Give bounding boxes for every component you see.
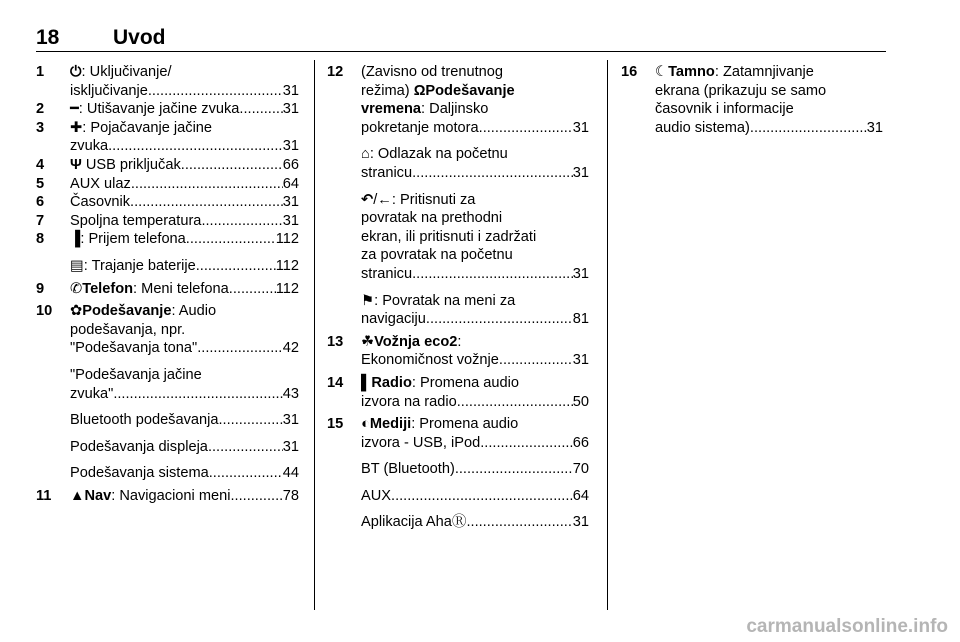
- entry-text: : Meni telefona: [133, 280, 229, 297]
- dot-leader: [455, 460, 573, 479]
- entry-text: AUX ulaz: [70, 175, 131, 192]
- index-entry-6: [36, 193, 299, 212]
- index-entry-4: [36, 156, 299, 175]
- page-ref[interactable]: 112: [275, 257, 299, 274]
- dot-leader: [750, 119, 867, 138]
- entry-text: (Zavisno od trenutnog: [361, 64, 503, 80]
- entry-number: 3: [36, 119, 45, 136]
- entry-text: izvora - USB, iPod: [361, 434, 481, 451]
- dot-leader: [479, 119, 573, 138]
- page-ref[interactable]: 42: [282, 340, 299, 357]
- entry-number: 13: [327, 333, 344, 350]
- entry-number: 9: [36, 280, 45, 297]
- entry-number: 5: [36, 175, 45, 192]
- header-rule: [36, 51, 886, 52]
- dot-leader: [130, 193, 283, 212]
- entry-text: "Podešavanja tona": [70, 340, 198, 357]
- signal-icon: ▐: [70, 231, 81, 248]
- page-ref[interactable]: 31: [282, 138, 299, 155]
- entry-text: : Pojačavanje jačine: [82, 119, 213, 136]
- entry-text: "Podešavanja jačine: [70, 366, 202, 383]
- moon-icon: ☾: [655, 64, 669, 80]
- entry-number: 16: [621, 64, 638, 80]
- entry-number: 15: [327, 416, 344, 433]
- eco-icon: ☘: [361, 333, 375, 350]
- dot-leader: [466, 513, 572, 532]
- dot-leader: [201, 212, 282, 231]
- page-ref[interactable]: 112: [275, 231, 299, 248]
- page-ref[interactable]: 31: [572, 514, 589, 531]
- dot-leader: [230, 487, 282, 506]
- entry-number: 7: [36, 212, 45, 229]
- dot-leader: [196, 257, 276, 276]
- entry-text: stranicu: [361, 265, 413, 282]
- page-ref[interactable]: 31: [572, 164, 589, 181]
- entry-keyword: Tamno: [668, 64, 715, 80]
- entry-text: : Zatamnjivanje: [714, 64, 814, 80]
- entry-keyword: Vožnja eco2: [374, 333, 458, 350]
- media-icon: ◐: [361, 416, 370, 433]
- entry-text: Ekonomičnost vožnje: [361, 352, 499, 369]
- index-subentry-nav-menu: [327, 292, 589, 329]
- page-title: Uvod: [113, 26, 166, 49]
- dot-leader: [412, 265, 573, 284]
- entry-text: AUX: [361, 487, 392, 504]
- entry-number: 4: [36, 156, 45, 173]
- entry-text: : Pritisnuti za: [391, 191, 476, 208]
- settings-time-icon: Ω: [413, 82, 426, 99]
- entry-text: podešavanja, npr.: [70, 321, 186, 338]
- index-subentry-aha: [327, 513, 589, 532]
- page-ref[interactable]: 50: [572, 393, 589, 410]
- index-entry-11: [36, 487, 299, 506]
- entry-text: : Promena audio: [411, 416, 519, 433]
- index-entry-9: [36, 280, 299, 299]
- page-number: 18: [36, 26, 60, 49]
- index-entry-16: [621, 63, 883, 137]
- navigation-icon: ▲: [70, 487, 85, 504]
- column-divider-2: [607, 60, 608, 610]
- dot-leader: [108, 137, 283, 156]
- dot-leader: [148, 82, 283, 101]
- entry-text: ekrana (prikazuju se samo: [655, 82, 827, 99]
- flag-icon: ⚑: [361, 292, 375, 309]
- page-ref[interactable]: 31: [572, 265, 589, 282]
- entry-keyword: Podešavanje: [82, 303, 172, 320]
- separator: /: [373, 191, 378, 208]
- entry-text: : Trajanje baterije: [83, 257, 196, 274]
- dot-leader: [239, 100, 282, 119]
- index-entry-7: [36, 212, 299, 231]
- index-entry-13: [327, 333, 589, 370]
- column-2: [327, 63, 589, 532]
- entry-number: 14: [327, 374, 344, 391]
- watermark: carmanualsonline.info: [746, 616, 948, 637]
- dot-leader: [208, 438, 283, 457]
- entry-text: : Odlazak na početnu: [369, 146, 508, 163]
- index-subentry-battery: [36, 257, 299, 276]
- entry-number: 2: [36, 101, 45, 118]
- index-subentry-back: [327, 191, 589, 284]
- page-ref[interactable]: 31: [572, 352, 589, 369]
- entry-number: 11: [36, 487, 52, 504]
- entry-text: Podešavanja displeja: [70, 438, 208, 455]
- column-1: [36, 63, 299, 505]
- page-ref[interactable]: 31: [282, 194, 299, 211]
- entry-text: Aplikacija AhaⓇ: [361, 514, 467, 531]
- entry-text: Spoljna temperatura: [70, 212, 202, 229]
- phone-icon: ✆: [70, 280, 83, 297]
- entry-text: : Audio: [171, 303, 217, 320]
- entry-keyword: Mediji: [369, 416, 412, 433]
- entry-keyword: Nav: [84, 487, 112, 504]
- dot-leader: [209, 464, 283, 483]
- entry-text: stranicu: [361, 164, 413, 181]
- entry-text: : Daljinsko: [421, 101, 489, 118]
- page-ref[interactable]: 31: [866, 119, 883, 136]
- entry-text: : Prijem telefona: [80, 231, 186, 248]
- page-ref[interactable]: 78: [282, 487, 299, 504]
- entry-text: : Povratak na meni za: [374, 292, 516, 309]
- index-subentry-home: [327, 145, 589, 182]
- index-entry-15: [327, 415, 589, 452]
- page-ref[interactable]: 66: [572, 434, 589, 451]
- page-ref[interactable]: 112: [275, 280, 299, 297]
- index-subentry-system: [36, 464, 299, 483]
- page-ref[interactable]: 70: [572, 461, 589, 478]
- dot-leader: [197, 339, 283, 358]
- power-icon: ⏻: [70, 64, 82, 80]
- entry-text: : Promena audio: [411, 374, 519, 391]
- dot-leader: [412, 164, 573, 183]
- entry-text: isključivanje: [70, 82, 148, 99]
- entry-text: navigaciju: [361, 311, 426, 328]
- page-ref[interactable]: 43: [282, 385, 299, 402]
- page-ref[interactable]: 31: [282, 412, 299, 429]
- entry-text: zvuka: [70, 138, 109, 155]
- page-ref[interactable]: 44: [282, 465, 299, 482]
- entry-text: :: [457, 333, 462, 350]
- entry-text: režima): [361, 82, 414, 99]
- index-entry-1: [36, 63, 299, 100]
- page-ref[interactable]: 31: [282, 438, 299, 455]
- index-entry-14: [327, 374, 589, 411]
- entry-text: izvora na radio: [361, 393, 457, 410]
- entry-keyword: Telefon: [82, 280, 134, 297]
- entry-number: 1: [36, 64, 45, 80]
- dot-leader: [219, 411, 283, 430]
- dot-leader: [113, 385, 282, 404]
- settings-icon: ✿: [70, 303, 83, 320]
- page-ref[interactable]: 31: [282, 212, 299, 229]
- battery-icon: ▤: [70, 257, 84, 274]
- back-icon: ↶: [361, 191, 374, 208]
- index-subentry-volume: [36, 366, 299, 403]
- dot-leader: [426, 310, 573, 329]
- index-subentry-display: [36, 438, 299, 457]
- index-subentry-aux: [327, 487, 589, 506]
- page-ref[interactable]: 64: [282, 175, 299, 192]
- entry-number: 6: [36, 194, 45, 211]
- column-3: [621, 63, 883, 137]
- dot-leader: [480, 434, 573, 453]
- page-ref[interactable]: 31: [282, 101, 299, 118]
- entry-text: za povratak na početnu: [361, 247, 513, 264]
- page-header: [36, 26, 886, 52]
- entry-text: audio sistema): [655, 119, 750, 136]
- index-entry-2: [36, 100, 299, 119]
- entry-text: ekran, ili pritisnuti i zadržati: [361, 228, 537, 245]
- dot-leader: [131, 175, 283, 194]
- entry-number: 10: [36, 303, 53, 320]
- index-entry-5: [36, 175, 299, 194]
- dot-leader: [186, 230, 276, 249]
- entry-text: časovnik i informacije: [655, 101, 794, 118]
- dot-leader: [229, 280, 276, 299]
- entry-number: 8: [36, 231, 45, 248]
- entry-text: Bluetooth podešavanja: [70, 412, 219, 429]
- radio-icon: ▌: [361, 374, 372, 391]
- entry-text: BT (Bluetooth): [361, 461, 455, 478]
- page-ref[interactable]: 31: [572, 119, 589, 136]
- dot-leader: [181, 156, 283, 175]
- index-subentry-bluetooth: [36, 411, 299, 430]
- index-entry-10: [36, 302, 299, 358]
- dot-leader: [499, 351, 573, 370]
- page-ref[interactable]: 66: [282, 156, 299, 173]
- entry-keyword: vremena: [361, 101, 422, 118]
- minus-icon: ━: [70, 101, 79, 118]
- index-subentry-bt: [327, 460, 589, 479]
- plus-icon: ✚: [70, 119, 83, 136]
- entry-text: pokretanje motora: [361, 119, 479, 136]
- column-divider-1: [314, 60, 315, 610]
- entry-text: Podešavanja sistema: [70, 465, 209, 482]
- home-icon: ⌂: [361, 146, 370, 163]
- entry-keyword: Podešavanje: [425, 82, 515, 99]
- index-entry-12: [327, 63, 589, 137]
- entry-text: Časovnik: [70, 194, 131, 211]
- entry-keyword: Radio: [371, 374, 412, 391]
- entry-text: povratak na prethodni: [361, 210, 503, 227]
- entry-text: zvuka": [70, 385, 114, 402]
- page-ref[interactable]: 81: [572, 311, 589, 328]
- entry-number: 12: [327, 64, 344, 80]
- dot-leader: [391, 487, 573, 506]
- entry-text: USB priključak: [81, 156, 181, 173]
- dot-leader: [457, 393, 573, 412]
- index-entry-3: [36, 119, 299, 156]
- entry-text: : Utišavanje jačine zvuka: [78, 101, 240, 118]
- page-ref[interactable]: 31: [282, 82, 299, 99]
- usb-icon: Ψ: [70, 156, 82, 173]
- index-entry-8: [36, 230, 299, 249]
- back-arrow-icon: ←: [377, 191, 392, 208]
- page-ref[interactable]: 64: [572, 487, 589, 504]
- entry-text: : Navigacioni meni: [111, 487, 231, 504]
- entry-text: : Uključivanje/: [81, 64, 172, 80]
